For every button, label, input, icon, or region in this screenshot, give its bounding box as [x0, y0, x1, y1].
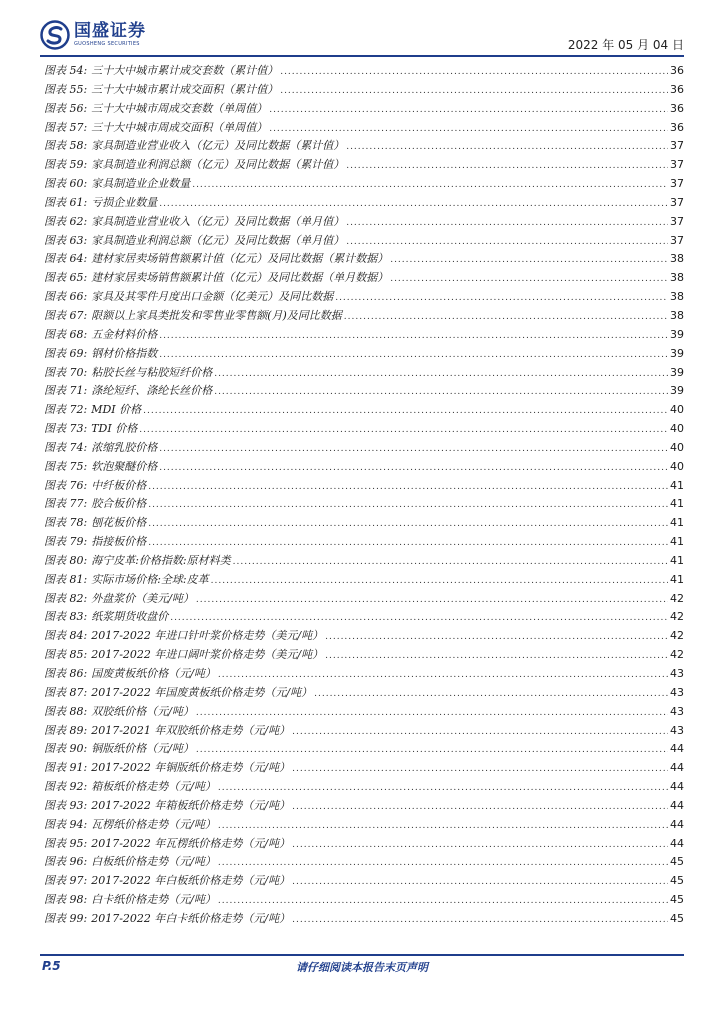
toc-entry[interactable]	[44, 382, 684, 401]
dot-leader	[148, 496, 668, 515]
figure-title: 铜版纸价格（元/吨）	[91, 742, 194, 756]
toc-entry[interactable]	[44, 608, 684, 627]
toc-entry[interactable]	[44, 194, 684, 213]
figure-title: 限额以上家具类批发和零售业零售额(月)及同比数据	[91, 308, 342, 322]
toc-entry[interactable]	[44, 213, 684, 232]
toc-entry[interactable]	[44, 703, 684, 722]
figure-label: 图表 58:	[44, 139, 88, 153]
dot-leader	[192, 176, 668, 195]
page-ref: 40	[670, 403, 684, 417]
figure-title: 2017-2021 年双胶纸价格走势（元/吨）	[91, 723, 291, 737]
figure-title: 粘胶长丝与粘胶短纤价格	[91, 365, 213, 379]
figure-label: 图表 99:	[44, 911, 88, 925]
dot-leader	[196, 704, 668, 723]
dot-leader	[292, 873, 668, 892]
figure-title: 指接板价格	[91, 535, 147, 549]
dot-leader	[218, 817, 668, 836]
page-header	[0, 0, 724, 60]
figure-title: 亏损企业数量	[91, 195, 158, 209]
dot-leader	[292, 836, 668, 855]
dot-leader	[390, 270, 668, 289]
page-ref: 39	[670, 346, 684, 360]
figure-title: 建材家居卖场销售额累计值（亿元）及同比数据（累计数据）	[91, 252, 389, 266]
dot-leader	[269, 120, 668, 139]
toc-entry[interactable]	[44, 891, 684, 910]
figure-label: 图表 85:	[44, 648, 88, 662]
page-ref: 40	[670, 440, 684, 454]
dot-leader	[170, 609, 668, 628]
page-ref: 36	[670, 120, 684, 134]
toc-entry[interactable]	[44, 684, 684, 703]
figure-label: 图表 56:	[44, 101, 88, 115]
figure-label: 图表 80:	[44, 553, 88, 567]
figure-title: 建材家居卖场销售额累计值（亿元）及同比数据（单月数据）	[91, 271, 389, 285]
dot-leader	[159, 459, 668, 478]
toc-entry[interactable]	[44, 250, 684, 269]
figure-label: 图表 68:	[44, 327, 88, 341]
page-ref: 43	[670, 667, 684, 680]
figure-label: 图表 79:	[44, 535, 88, 549]
toc-entry[interactable]	[44, 345, 684, 364]
figure-label: 图表 60:	[44, 177, 88, 191]
toc-entry[interactable]	[44, 495, 684, 514]
page-ref: 44	[670, 836, 684, 850]
dot-leader	[390, 251, 668, 270]
toc-entry[interactable]	[44, 646, 684, 665]
toc-entry[interactable]	[44, 100, 684, 119]
figure-label: 图表 70:	[44, 365, 88, 379]
figure-title: 浓缩乳胶价格	[91, 440, 158, 454]
dot-leader	[143, 402, 668, 421]
figure-label: 图表 90:	[44, 742, 88, 756]
page-ref: 45	[670, 855, 684, 869]
dot-leader	[280, 82, 668, 101]
page-ref: 43	[670, 723, 684, 737]
page-ref: 41	[670, 497, 684, 511]
figure-label: 图表 81:	[44, 572, 88, 586]
figure-label: 图表 89:	[44, 723, 88, 737]
page-ref: 37	[670, 158, 684, 172]
page-ref: 38	[670, 290, 684, 304]
figure-label: 图表 71:	[44, 384, 88, 398]
toc-entry[interactable]	[44, 81, 684, 100]
figure-label: 图表 65:	[44, 271, 88, 285]
figure-title: 实际市场价格:全球:皮革	[91, 572, 209, 586]
dot-leader	[196, 591, 668, 610]
toc-entry[interactable]	[44, 552, 684, 571]
figure-label: 图表 67:	[44, 308, 88, 322]
dot-leader	[159, 327, 668, 346]
dot-leader	[314, 685, 668, 704]
figure-title: 纸浆期货收盘价	[91, 610, 169, 624]
figure-label: 图表 62:	[44, 214, 88, 228]
dot-leader	[159, 440, 668, 459]
figure-label: 图表 91:	[44, 761, 88, 775]
figure-title: 家具及其零件月度出口金额（亿美元）及同比数据	[91, 290, 334, 304]
page-ref: 41	[670, 535, 684, 549]
figure-label: 图表 55:	[44, 82, 88, 96]
page-ref: 43	[670, 685, 684, 699]
page-ref: 39	[670, 327, 684, 341]
figure-label: 图表 86:	[44, 667, 88, 680]
page-ref: 44	[670, 742, 684, 756]
dot-leader	[233, 553, 668, 572]
page-ref: 36	[670, 64, 684, 77]
figure-label: 图表 84:	[44, 629, 88, 643]
figure-title: 外盘浆价（美元/吨）	[91, 591, 194, 605]
figure-title: 家具制造业企业数量	[91, 177, 191, 191]
page-ref: 37	[670, 177, 684, 191]
figure-title: 家具制造业营业收入（亿元）及同比数据（单月值）	[91, 214, 345, 228]
page-ref: 45	[670, 893, 684, 907]
figure-label: 图表 69:	[44, 346, 88, 360]
dot-leader	[346, 157, 668, 176]
dot-leader	[280, 63, 668, 82]
toc-entry[interactable]	[44, 853, 684, 872]
figure-label: 图表 73:	[44, 422, 88, 436]
page-ref: 42	[670, 591, 684, 605]
page-ref: 41	[670, 516, 684, 530]
figure-label: 图表 95:	[44, 836, 88, 850]
figure-label: 图表 66:	[44, 290, 88, 304]
toc-entry[interactable]	[44, 722, 684, 741]
figure-label: 图表 74:	[44, 440, 88, 454]
figure-title: 三十大中城市周成交套数（单周值）	[91, 101, 268, 115]
figure-title: 海宁皮革:价格指数:原材料类	[91, 553, 231, 567]
toc-entry[interactable]	[44, 627, 684, 646]
page-ref: 39	[670, 384, 684, 398]
figure-label: 图表 63:	[44, 233, 88, 247]
toc-entry[interactable]	[44, 420, 684, 439]
dot-leader	[139, 421, 668, 440]
figure-label: 图表 77:	[44, 497, 88, 511]
figure-title: 胶合板价格	[91, 497, 147, 511]
page-ref: 40	[670, 459, 684, 473]
figure-title: TDI 价格	[91, 422, 138, 436]
toc-entry[interactable]	[44, 401, 684, 420]
page-ref: 44	[670, 780, 684, 794]
header-divider	[40, 55, 684, 57]
toc-entry[interactable]	[44, 326, 684, 345]
toc-entry[interactable]	[44, 175, 684, 194]
figure-label: 图表 93:	[44, 798, 88, 812]
figure-title: 三十大中城市累计成交套数（累计值）	[91, 64, 279, 77]
figure-label: 图表 82:	[44, 591, 88, 605]
company-logo	[40, 20, 146, 50]
toc-entry[interactable]	[44, 477, 684, 496]
toc-entry[interactable]	[44, 590, 684, 609]
dot-leader	[218, 779, 668, 798]
toc-entry[interactable]	[44, 514, 684, 533]
figure-title: 2017-2022 年铜版纸价格走势（元/吨）	[91, 761, 291, 775]
logo-mark-icon	[40, 20, 70, 50]
dot-leader	[292, 723, 668, 742]
dot-leader	[346, 138, 668, 157]
figure-title: MDI 价格	[91, 403, 142, 417]
dot-leader	[218, 666, 668, 685]
figure-title: 2017-2022 年国废黄板纸价格走势（元/吨）	[91, 685, 313, 699]
figure-title: 2017-2022 年箱板纸价格走势（元/吨）	[91, 798, 291, 812]
page-ref: 36	[670, 82, 684, 96]
dot-leader	[159, 346, 668, 365]
page-ref: 44	[670, 798, 684, 812]
figure-label: 图表 59:	[44, 158, 88, 172]
toc-entry[interactable]	[44, 816, 684, 835]
figure-title: 2017-2022 年白板纸价格走势（元/吨）	[91, 874, 291, 888]
figure-label: 图表 97:	[44, 874, 88, 888]
toc-entry[interactable]	[44, 137, 684, 156]
page-ref: 41	[670, 572, 684, 586]
figure-title: 软泡聚醚价格	[91, 459, 158, 473]
toc-entry[interactable]	[44, 307, 684, 326]
figure-label: 图表 83:	[44, 610, 88, 624]
figure-label: 图表 76:	[44, 478, 88, 492]
dot-leader	[196, 741, 668, 760]
page-number: P.5	[42, 959, 61, 973]
dot-leader	[218, 854, 668, 873]
figure-label: 图表 94:	[44, 817, 88, 831]
page-ref: 37	[670, 195, 684, 209]
dot-leader	[346, 233, 668, 252]
figure-label: 图表 61:	[44, 195, 88, 209]
dot-leader	[211, 572, 668, 591]
dot-leader	[148, 534, 668, 553]
figure-label: 图表 96:	[44, 855, 88, 869]
dot-leader	[292, 760, 668, 779]
figure-label: 图表 98:	[44, 893, 88, 907]
toc-entry[interactable]	[44, 759, 684, 778]
toc-entry[interactable]	[44, 835, 684, 854]
page-ref: 38	[670, 308, 684, 322]
figure-title: 2017-2022 年进口阔叶浆价格走势（美元/吨）	[91, 648, 324, 662]
figure-title: 瓦楞纸价格走势（元/吨）	[91, 817, 216, 831]
toc-entry[interactable]	[44, 778, 684, 797]
page-ref: 37	[670, 139, 684, 153]
toc-entry[interactable]	[44, 665, 684, 684]
toc-entry[interactable]	[44, 288, 684, 307]
dot-leader	[292, 911, 668, 930]
toc-entry[interactable]	[44, 269, 684, 288]
figure-title: 刨花板价格	[91, 516, 147, 530]
figure-label: 图表 88:	[44, 704, 88, 718]
page-ref: 42	[670, 629, 684, 643]
dot-leader	[269, 101, 668, 120]
dot-leader	[335, 289, 668, 308]
figure-label: 图表 64:	[44, 252, 88, 266]
toc-entry[interactable]	[44, 571, 684, 590]
figure-label: 图表 75:	[44, 459, 88, 473]
dot-leader	[346, 214, 668, 233]
page-ref: 40	[670, 422, 684, 436]
toc-entry[interactable]	[44, 872, 684, 891]
dot-leader	[344, 308, 668, 327]
page-ref: 41	[670, 478, 684, 492]
page-ref: 37	[670, 214, 684, 228]
toc-entry[interactable]	[44, 797, 684, 816]
figure-title: 箱板纸价格走势（元/吨）	[91, 780, 216, 794]
dot-leader	[214, 365, 668, 384]
logo-name-cn: 国盛证券	[74, 21, 146, 41]
figure-title: 白板纸价格走势（元/吨）	[91, 855, 216, 869]
toc-entry[interactable]	[44, 533, 684, 552]
disclaimer-text: 请仔细阅读本报告末页声明	[296, 961, 428, 974]
toc-entry[interactable]	[44, 156, 684, 175]
figure-title: 家具制造业利润总额（亿元）及同比数据（累计值）	[91, 158, 345, 172]
figure-title: 五金材料价格	[91, 327, 158, 341]
figure-title: 家具制造业营业收入（亿元）及同比数据（累计值）	[91, 139, 345, 153]
page-ref: 37	[670, 233, 684, 247]
figure-title: 三十大中城市周成交面积（单周值）	[91, 120, 268, 134]
logo-name-en: GUOSHENG SECURITIES	[74, 41, 140, 47]
toc-entry[interactable]	[44, 364, 684, 383]
dot-leader	[325, 647, 668, 666]
figure-label: 图表 57:	[44, 120, 88, 134]
figure-title: 家具制造业利润总额（亿元）及同比数据（单月值）	[91, 233, 345, 247]
figure-label: 图表 87:	[44, 685, 88, 699]
figure-index-list	[44, 62, 684, 929]
dot-leader	[218, 892, 668, 911]
page-ref: 38	[670, 271, 684, 285]
toc-entry[interactable]	[44, 910, 684, 929]
figure-label: 图表 92:	[44, 780, 88, 794]
figure-title: 涤纶短纤、涤纶长丝价格	[91, 384, 213, 398]
page-ref: 45	[670, 911, 684, 925]
figure-title: 三十大中城市累计成交面积（累计值）	[91, 82, 279, 96]
figure-title: 中纤板价格	[91, 478, 147, 492]
toc-entry[interactable]	[44, 740, 684, 759]
dot-leader	[292, 798, 668, 817]
page-ref: 38	[670, 252, 684, 266]
dot-leader	[325, 628, 668, 647]
dot-leader	[214, 383, 668, 402]
figure-label: 图表 72:	[44, 403, 88, 417]
page-ref: 45	[670, 874, 684, 888]
toc-entry[interactable]	[44, 439, 684, 458]
figure-title: 2017-2022 年瓦楞纸价格走势（元/吨）	[91, 836, 291, 850]
figure-title: 2017-2022 年进口针叶浆价格走势（美元/吨）	[91, 629, 324, 643]
toc-entry[interactable]	[44, 62, 684, 81]
toc-entry[interactable]	[44, 119, 684, 138]
report-date: 2022 年 05 月 04 日	[567, 38, 684, 52]
toc-entry[interactable]	[44, 232, 684, 251]
page-ref: 43	[670, 704, 684, 718]
page-ref: 41	[670, 553, 684, 567]
footer-divider	[40, 954, 684, 956]
figure-title: 2017-2022 年白卡纸价格走势（元/吨）	[91, 911, 291, 925]
figure-title: 双胶纸价格（元/吨）	[91, 704, 194, 718]
figure-title: 钢材价格指数	[91, 346, 158, 360]
toc-entry[interactable]	[44, 458, 684, 477]
figure-title: 国废黄板纸价格（元/吨）	[91, 667, 216, 680]
dot-leader	[148, 515, 668, 534]
figure-label: 图表 54:	[44, 64, 88, 77]
page-ref: 36	[670, 101, 684, 115]
page-ref: 42	[670, 610, 684, 624]
figure-label: 图表 78:	[44, 516, 88, 530]
dot-leader	[148, 478, 668, 497]
page-ref: 42	[670, 648, 684, 662]
page-ref: 44	[670, 817, 684, 831]
figure-title: 白卡纸价格走势（元/吨）	[91, 893, 216, 907]
page-ref: 44	[670, 761, 684, 775]
page-ref: 39	[670, 365, 684, 379]
dot-leader	[159, 195, 668, 214]
